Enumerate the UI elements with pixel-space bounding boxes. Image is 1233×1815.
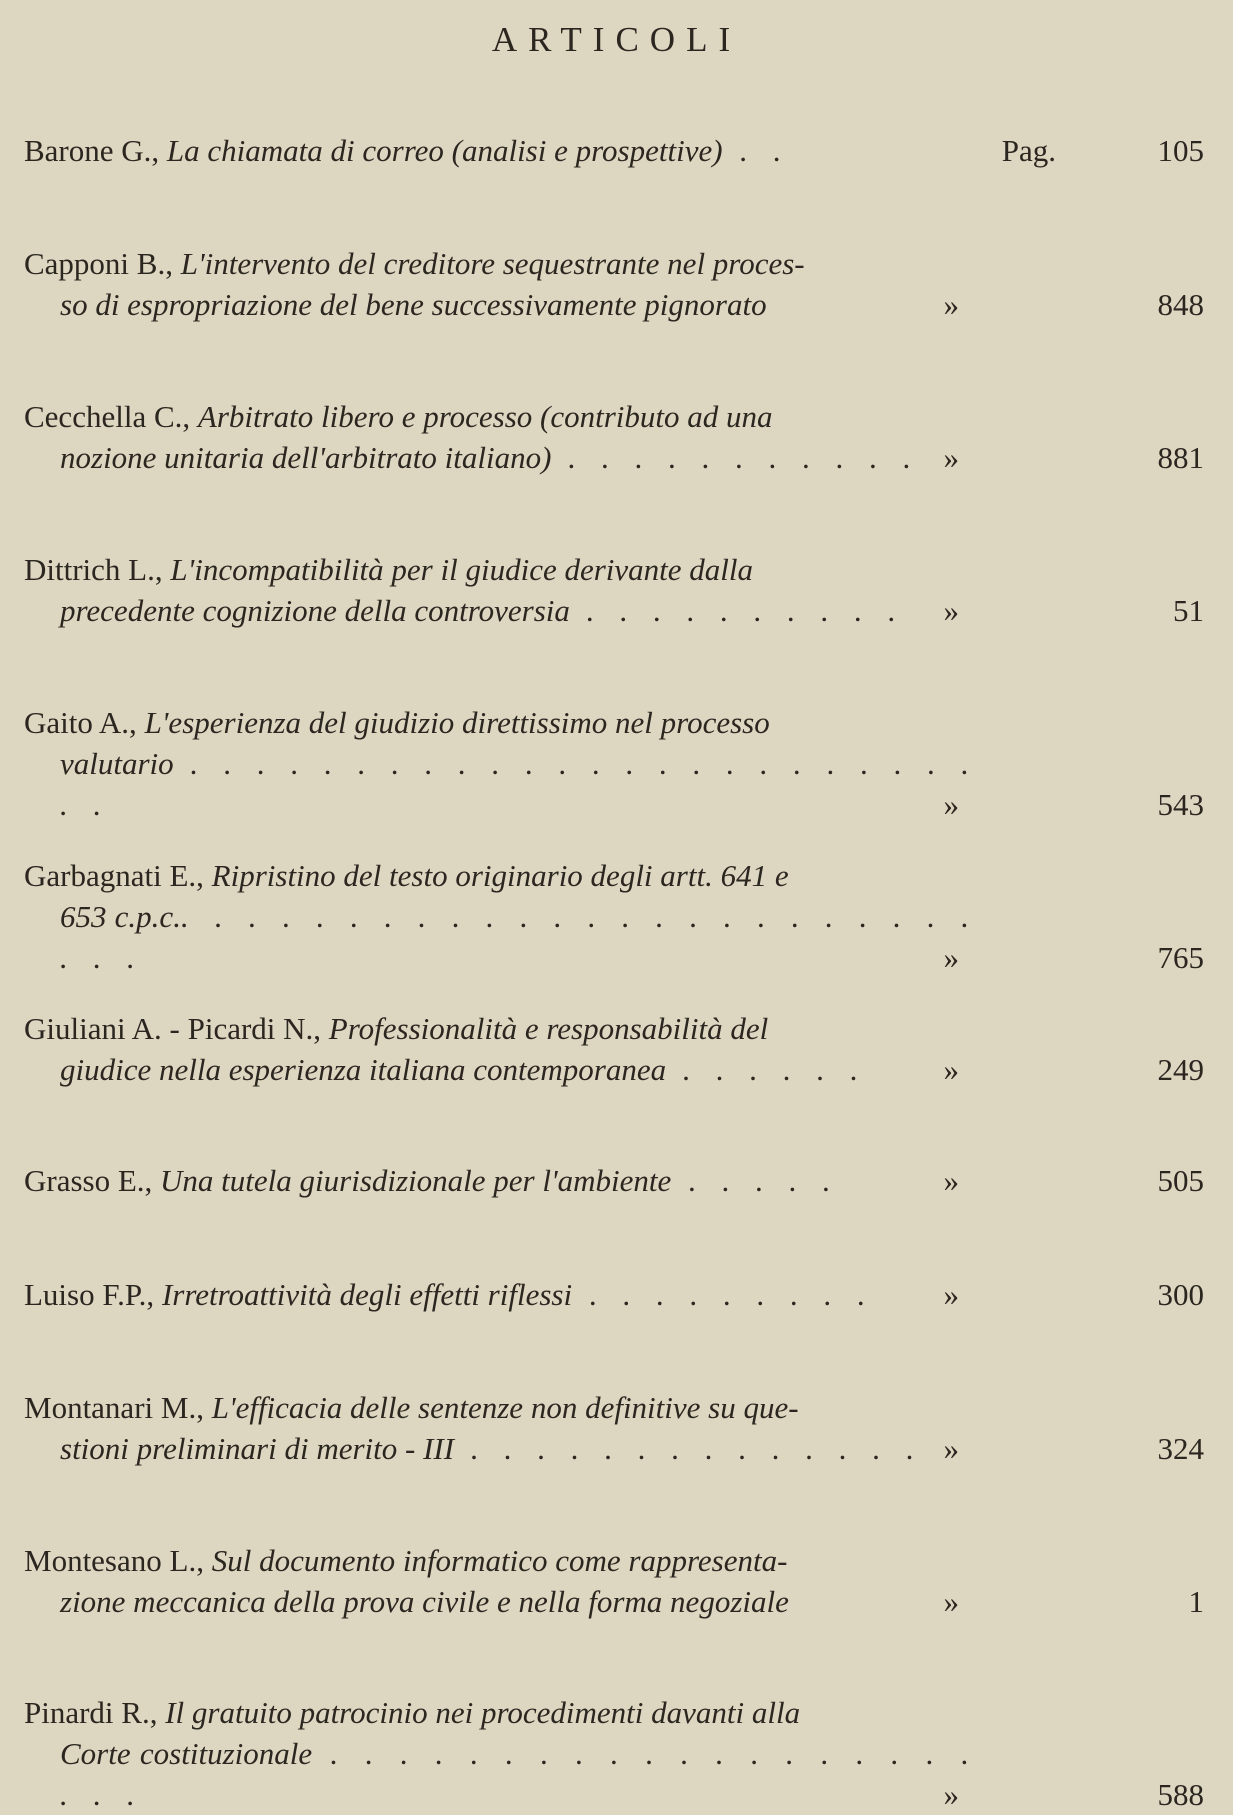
entry-title: Sul documento informatico come rappresenta- [211,1543,788,1578]
page-number: 588 [1157,1777,1204,1812]
page-number: 51 [1173,593,1204,628]
entry-text [24,130,978,171]
entry-author: Gaito A., [24,705,137,740]
entry-line-2 [24,896,978,978]
entry-title: L'intervento del creditore sequestrante nel proces- [180,246,805,281]
dot-leader: . . . . . . . . . . . . . . . . . . . . . . [60,1736,979,1812]
page-number: 105 [1157,133,1204,168]
entry-title-cont: Corte costituzionale [60,1736,313,1771]
entry-author: Giuliani A. - Picardi N., [24,1011,322,1046]
entry-title-cont: nozione unitaria dell'arbitrato italiano) [60,440,552,475]
dot-leader: . . . . . . . . . . [569,593,905,628]
entry-text [24,1692,978,1815]
entry-title: L'esperienza del giudizio direttissimo nel processo [144,705,770,740]
entry-title-cont: 653 c.p.c. [60,899,181,934]
entry-author: Montesano L., [24,1543,204,1578]
entry-line-1 [24,549,978,590]
entry-line-1 [24,702,978,743]
entry-title: Una tutela giurisdizionale per l'ambiente [160,1163,672,1198]
dot-leader: . . . . . . . . . . . . . . . . . . . . . . . . . . [60,746,978,822]
entry-title-cont: precedente cognizione della controversia [60,593,570,628]
page-number: 249 [1157,1052,1204,1087]
entry-title: Il gratuito patrocinio nei procedimenti davanti alla [165,1695,801,1730]
entry-line-1 [24,1540,978,1581]
entry-line-1 [24,1160,978,1201]
entry-line-1 [24,243,978,284]
entry-author: Capponi B., [24,246,173,281]
toc-entry [24,1008,1204,1090]
toc-entry [24,396,1204,478]
toc-entry [24,1540,1204,1622]
ditto-mark: » [943,940,959,975]
entry-text [24,1387,978,1469]
section-heading: ARTICOLI [491,20,742,59]
entry-title-cont: valutario [60,746,174,781]
entry-text [24,549,978,631]
ditto-mark: » [943,787,959,822]
entry-author: Barone G., [24,133,160,168]
entry-text [24,702,978,825]
entry-line-1 [24,855,978,896]
page-number: 300 [1157,1277,1204,1312]
entry-author: Pinardi R., [24,1695,158,1730]
entry-author: Grasso E., [24,1163,153,1198]
ditto-mark: » [943,1777,959,1812]
page-number: 505 [1157,1163,1204,1198]
entry-title: L'efficacia delle sentenze non definitive su que- [211,1390,799,1425]
entry-title: Ripristino del testo originario degli artt. 641 e [211,858,789,893]
entry-line-1 [24,1387,978,1428]
ditto-mark: » [943,1584,959,1619]
toc-entry [24,1160,1204,1201]
entry-title: L'incompatibilità per il giudice derivante dalla [170,552,754,587]
entry-text [24,1008,978,1090]
entry-text [24,855,978,978]
page-number: 881 [1157,440,1204,475]
dot-leader: . . . . . . . . . . . . . . [454,1431,924,1466]
entry-title-cont: so di espropriazione del bene successivamente pignorato [60,287,767,322]
entry-text [24,396,978,478]
page-number: 324 [1157,1431,1204,1466]
entry-line-2 [24,284,978,325]
toc-entry [24,130,1204,171]
entry-text [24,1540,978,1622]
page-label: Pag. [1001,133,1056,168]
entry-line-2 [24,437,978,478]
entry-line-2 [24,1049,978,1090]
entry-line-2 [24,1428,978,1469]
entry-line-1 [24,130,978,171]
toc-entry [24,855,1204,978]
toc-entry [24,243,1204,325]
entry-text [24,243,978,325]
entry-title: La chiamata di correo (analisi e prospettive) [166,133,723,168]
dot-leader: . . . . . . . . . . . [551,440,920,475]
entry-line-1 [24,1274,978,1315]
toc-entry [24,1274,1204,1315]
toc-entry [24,702,1204,825]
entry-title-cont: giudice nella esperienza italiana contemporanea [60,1052,667,1087]
ditto-mark: » [943,1163,959,1198]
dot-leader: . . . . . . [666,1052,868,1087]
entry-title: Professionalità e responsabilità del [328,1011,769,1046]
dot-leader: . . . . . . . . . [572,1277,874,1312]
entry-line-2 [24,1733,978,1815]
ditto-mark: » [943,1052,959,1087]
dot-leader: . . . . . [671,1163,839,1198]
entry-text [24,1160,978,1201]
entry-title-cont: zione meccanica della prova civile e nella forma negoziale [60,1584,789,1619]
page-number: 543 [1157,787,1204,822]
entry-text [24,1274,978,1315]
toc-entry [24,1692,1204,1815]
entry-author: Dittrich L., [24,552,163,587]
ditto-mark: » [943,1431,959,1466]
page-number: 1 [1188,1584,1204,1619]
ditto-mark: » [943,1277,959,1312]
dot-leader: . . . . . . . . . . . . . . . . . . . . . . . . . . . [60,899,978,975]
ditto-mark: » [943,287,959,322]
entry-author: Montanari M., [24,1390,204,1425]
entry-line-2 [24,743,978,825]
entry-author: Luiso F.P., [24,1277,155,1312]
page-number: 848 [1157,287,1204,322]
entry-title: Arbitrato libero e processo (contributo ad una [197,399,773,434]
ditto-mark: » [943,593,959,628]
entry-author: Cecchella C., [24,399,191,434]
toc-entry [24,1387,1204,1469]
entry-title: Irretroattività degli effetti riflessi [161,1277,573,1312]
page-number: 765 [1157,940,1204,975]
entry-line-2 [24,590,978,631]
entry-line-1 [24,396,978,437]
entry-title-cont: stioni preliminari di merito - III [60,1431,455,1466]
toc-entry [24,549,1204,631]
entry-line-1 [24,1692,978,1733]
entry-line-2 [24,1581,978,1622]
ditto-mark: » [943,440,959,475]
entry-line-1 [24,1008,978,1049]
dot-leader: . . [722,133,790,168]
entry-author: Garbagnati E., [24,858,204,893]
